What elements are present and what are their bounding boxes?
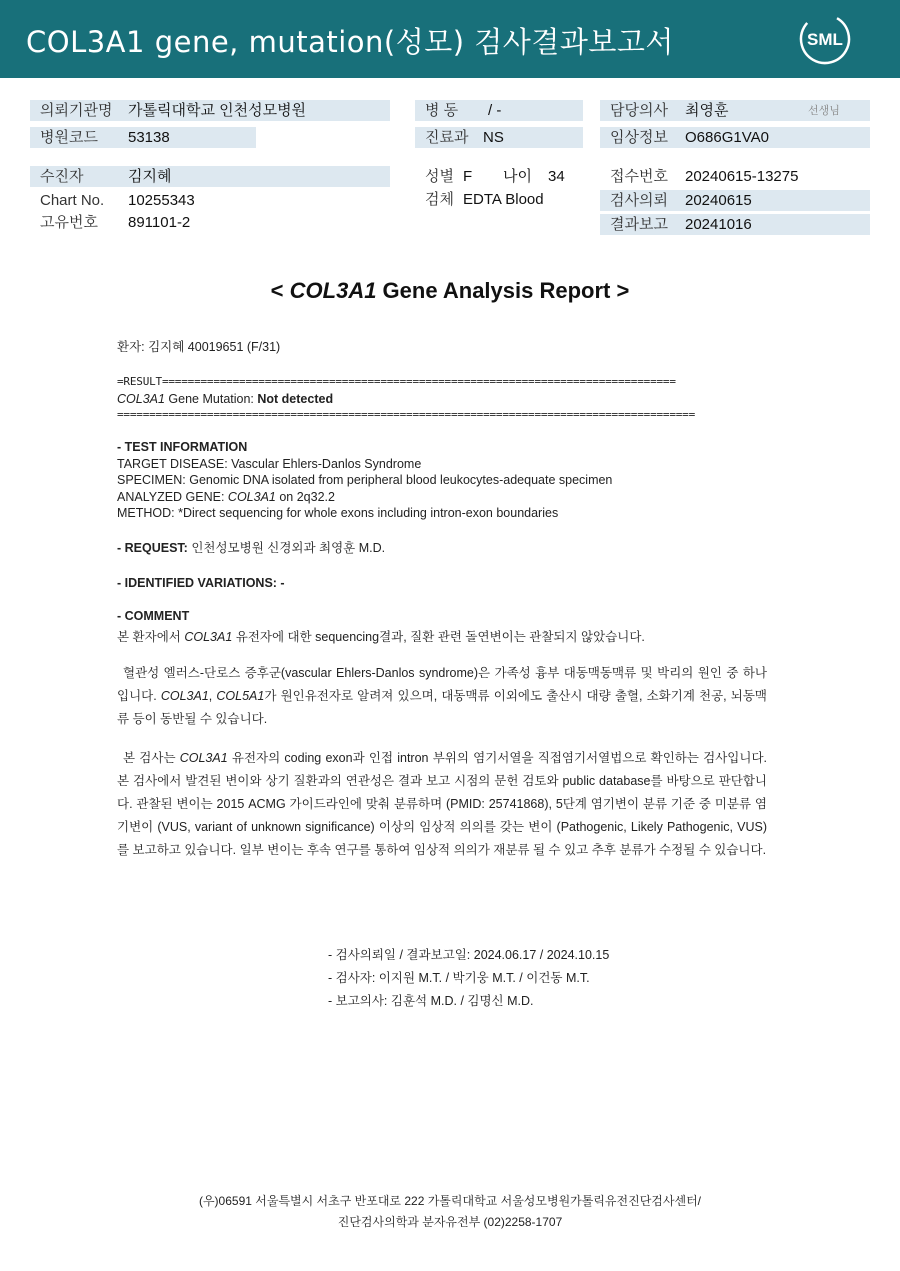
comment-paragraph-1: [117, 629, 767, 646]
receipt-value: 20240615-13275: [685, 168, 799, 185]
sex-label: 성별: [425, 168, 454, 185]
specimen-value: EDTA Blood: [463, 191, 544, 208]
comment-section: [117, 608, 767, 645]
result-gene: COL3A1: [117, 391, 165, 406]
analyzed-gene: COL3A1: [227, 489, 276, 504]
result-line: [117, 391, 767, 408]
report-date-field: [600, 214, 870, 235]
sig-testers: - 검사자: 이지원 M.T. / 박기웅 M.T. / 이건동 M.T.: [328, 971, 590, 985]
unique-field: [30, 212, 390, 233]
clinical-value: O686G1VA0: [685, 129, 769, 146]
report-date-label: 결과보고: [610, 216, 668, 233]
ward-value: / -: [488, 102, 502, 119]
hospital-code-label: 병원코드: [40, 129, 98, 146]
receipt-label: 접수번호: [610, 168, 668, 185]
comment-3b: 유전자의 coding exon과 인접 intron 부위의 염기서열을 직접염기서열법으로 확인하는 검사입니다. 본 검사에서 발견된 변이와 상기 질환과의 연관성은 결과 보고 시점의 문헌 검토와 public database를 바탕으로 판단합니다. 관찰된 변이는 2015 ACMG 가이드라인에 맞춰 분류하며 (PMID: 25741868), 5단계 염기변이 분류 기준 중 미분류 염기변이 (VUS, variant of unknown significance) 이상의 임상적 의의를 갖는 변이 (Pathogenic, Likely Pathogenic, VUS) 를 보고하고 있습니다. 일부 변이는 후속 연구를 통하여 임상적 의의가 재분류 될 수 있고 추후 분류가 수정될 수 있습니다.: [117, 751, 767, 857]
request-line: [117, 540, 767, 557]
result-separator: ==========================================================================================: [117, 408, 696, 421]
test-info-section: [117, 439, 767, 522]
report-title: [0, 278, 900, 304]
comment-header: - COMMENT: [117, 609, 190, 623]
ward-label: 병 동: [425, 102, 459, 119]
comment-2a: 혈관성 엘러스-단로스 증후군(vascular Ehlers-Danlos syndrome)은 가족성 흉부 대동맥동맥류 및 박리의 원인 중 하나입니다.: [117, 666, 767, 703]
sig-reporters: - 보고의사: 김훈석 M.D. / 김명신 M.D.: [328, 994, 534, 1008]
comment-1-gene: COL3A1: [184, 629, 233, 644]
dept-value: NS: [483, 129, 504, 146]
chart-value: 10255343: [128, 192, 195, 209]
sml-logo-icon: [798, 12, 852, 66]
comment-paragraph-3: [117, 747, 767, 862]
report-title-gene: COL3A1: [289, 278, 377, 303]
report-date-value: 20241016: [685, 216, 752, 233]
request-date-field: [600, 190, 870, 211]
target-disease: TARGET DISEASE: Vascular Ehlers-Danlos Syndrome: [117, 456, 422, 471]
sex-value: F: [463, 168, 473, 185]
specimen-field: [415, 189, 583, 210]
patient-field: [30, 166, 390, 187]
dept-label: 진료과: [425, 129, 469, 146]
logo-text: SML: [807, 30, 843, 49]
doctor-field: [600, 100, 870, 121]
footer-address: (우)06591 서울특별시 서초구 반포대로 222 가톨릭대학교 서울성모병원가톨릭유전진단검사센터/: [198, 1194, 702, 1208]
result-section: [117, 374, 767, 424]
report-title-suffix: Gene Analysis Report >: [376, 278, 630, 303]
report-title-prefix: <: [270, 278, 290, 303]
request-text: 인천성모병원 신경외과 최영훈 M.D.: [187, 541, 386, 555]
age-value: 34: [548, 168, 565, 185]
patient-label: 수진자: [40, 168, 84, 185]
unique-value: 891101-2: [128, 214, 191, 231]
hospital-code-field: [30, 127, 256, 148]
result-text: Gene Mutation:: [164, 391, 258, 406]
request-date-label: 검사의뢰: [610, 192, 668, 209]
dept-field: [415, 127, 583, 148]
comment-3-gene: COL3A1: [179, 751, 228, 765]
comment-2b: 가 원인유전자로 알려져 있으며, 대동맥류 이외에도 출산시 대량 출혈, 소화기계 천공, 뇌동맥류 등이 동반될 수 있습니다.: [117, 689, 768, 726]
comment-paragraph-2: [117, 662, 767, 731]
institution-label: 의뢰기관명: [40, 102, 113, 119]
comment-1a: 본 환자에서: [117, 629, 185, 644]
request-date-value: 20240615: [685, 192, 752, 209]
comment-3a: 본 검사는: [123, 751, 180, 765]
analyzed-suffix: on 2q32.2: [275, 489, 335, 504]
receipt-field: [600, 166, 870, 187]
result-header: =RESULT================================================================================: [117, 375, 676, 388]
clinical-field: [600, 127, 870, 148]
chart-field: [30, 190, 390, 211]
variations-header: - IDENTIFIED VARIATIONS: -: [117, 576, 285, 590]
patient-line: 환자: 김지혜 40019651 (F/31): [117, 340, 281, 354]
analyzed-prefix: ANALYZED GENE:: [117, 489, 228, 504]
institution-value: 가톨릭대학교 인천성모병원: [128, 102, 307, 119]
doctor-value: 최영훈: [685, 102, 729, 119]
comment-2-gene1: COL3A1: [160, 689, 209, 703]
comment-2-mid: ,: [208, 689, 217, 703]
hospital-code-value: 53138: [128, 129, 170, 146]
specimen-label: 검체: [425, 191, 454, 208]
chart-label: Chart No.: [40, 192, 105, 209]
ward-field: [415, 100, 583, 121]
unique-label: 고유번호: [40, 214, 98, 231]
report-header: [0, 0, 900, 78]
institution-field: [30, 100, 390, 121]
result-value: Not detected: [257, 391, 334, 406]
specimen-line: SPECIMEN: Genomic DNA isolated from peripheral blood leukocytes-adequate specimen: [117, 473, 613, 487]
footer-department: 진단검사의학과 분자유전부 (02)2258-1707: [337, 1215, 563, 1229]
method-line: METHOD: *Direct sequencing for whole exons including intron-exon boundaries: [117, 506, 559, 520]
test-info-header: - TEST INFORMATION: [117, 440, 248, 454]
age-label: 나이: [503, 168, 532, 185]
document-title: COL3A1 gene, mutation(성모) 검사결과보고서: [26, 25, 674, 59]
comment-2-gene2: COL5A1: [216, 689, 265, 703]
doctor-label: 담당의사: [610, 102, 668, 119]
clinical-label: 임상정보: [610, 129, 668, 146]
sex-age-field: [415, 166, 583, 187]
doctor-unit: 선생님: [808, 105, 840, 117]
sig-dates: - 검사의뢰일 / 결과보고일: 2024.06.17 / 2024.10.15: [328, 948, 610, 962]
analyzed-gene-line: [117, 489, 767, 506]
comment-1b: 유전자에 대한 sequencing결과, 질환 관련 돌연변이는 관찰되지 않았습니다.: [232, 629, 645, 644]
request-header: - REQUEST:: [117, 541, 188, 555]
patient-value: 김지혜: [128, 168, 172, 185]
